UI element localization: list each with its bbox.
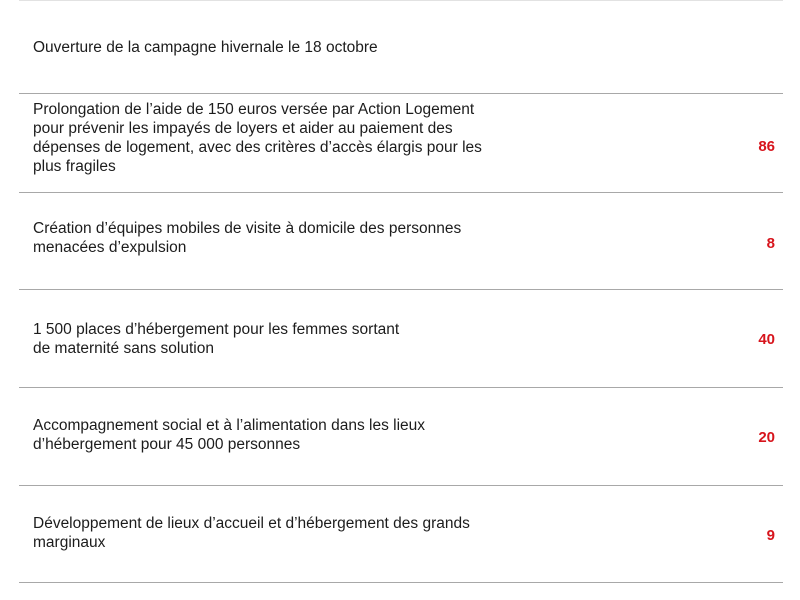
row-value: 20 [758,429,775,446]
row-value: 8 [766,235,775,252]
row-label: Ouverture de la campagne hivernale le 18 octobre [33,39,378,56]
table-row [19,388,783,485]
row-label: Prolongation de l’aide de 150 euros versée par Action Logement pour prévenir les impayés de loyers et aider au paiement des dépenses de logement, avec des critères d’accès élargis pour les plus fragiles [33,101,482,175]
row-label: 1 500 places d’hébergement pour les femmes sortant de maternité sans solution [33,321,400,357]
row-label: Développement de lieux d’accueil et d’hébergement des grands marginaux [33,515,470,551]
row-value: 86 [758,138,775,155]
row-label: Création d’équipes mobiles de visite à domicile des personnes menacées d’expulsion [33,220,462,256]
table-row [19,193,783,289]
table-row [19,94,783,191]
row-value: 40 [758,331,775,348]
table-row [19,486,783,582]
table-row [19,290,783,387]
row-divider [19,582,783,583]
measures-table [19,0,783,600]
table-row [19,0,783,93]
row-label: Accompagnement social et à l’alimentation dans les lieux d’hébergement pour 45 000 personnes [33,417,426,453]
row-value: 9 [766,527,775,544]
